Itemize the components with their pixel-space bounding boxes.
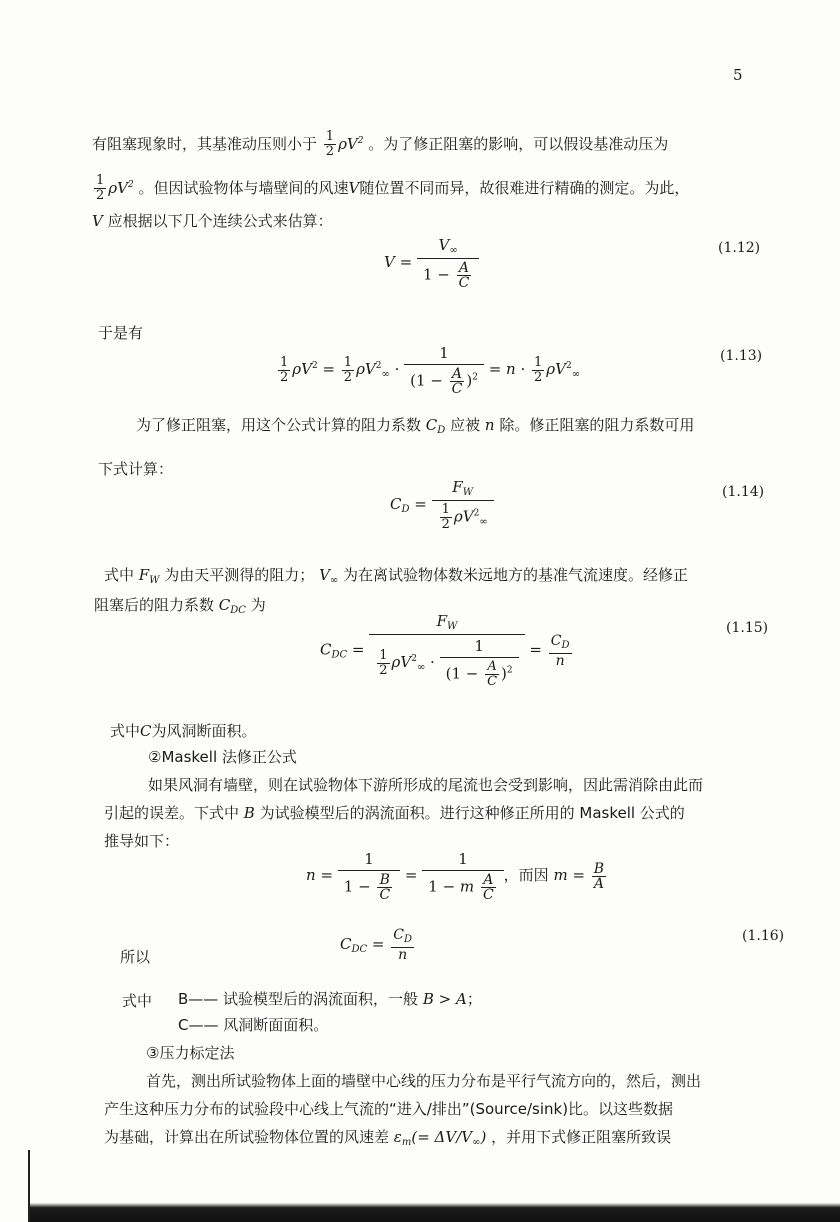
paragraph-line: [94, 594, 266, 622]
math-n: n: [484, 416, 495, 434]
math-rhoV2: $\rho V^2$: [338, 135, 364, 153]
text-span: 为由天平测得的阻力；: [164, 566, 315, 584]
text-span: 有阻塞现象时，其基准动压则小于: [92, 135, 318, 153]
paragraph-line: [104, 1126, 671, 1154]
paragraph-line: [92, 174, 689, 203]
where-item-B: B—— 试验模型后的涡流面积，一般 B > A；: [178, 990, 482, 1008]
text-span: 式中: [110, 722, 141, 740]
math-Vinf: $V_\infty$: [319, 566, 339, 586]
equation-number: (1.13): [720, 348, 763, 364]
paragraph-line: [136, 414, 694, 442]
equation-number: (1.12): [718, 240, 761, 256]
text-span: 为了修正阻塞，用这个公式计算的阻力系数: [136, 416, 422, 434]
equation-1-14: $C_D$ = $F_W$ $\frac{1}{2}$ $\rho V^2_\infty$: [390, 478, 494, 532]
math-CDC: $C_{DC}$: [218, 596, 246, 616]
fraction-half: $\frac{1}{2}$: [96, 173, 105, 203]
equation-number: (1.15): [726, 620, 769, 636]
math-FW: $F_W$: [138, 566, 160, 586]
fraction-half: $\frac{1}{2}$: [325, 129, 335, 159]
paragraph-line: [104, 564, 688, 592]
paragraph-line: 推导如下：: [104, 832, 180, 850]
paragraph-line: [104, 802, 685, 824]
paragraph-line: [92, 130, 668, 159]
math-B-gt-A: B > A: [422, 990, 467, 1008]
text-span: 式中: [104, 566, 135, 584]
math-B: B: [243, 804, 255, 822]
equation-number: (1.16): [742, 928, 785, 944]
equation-1-12: V = $V_\infty$ 1 − $\frac{A}{C}$: [384, 236, 479, 290]
paragraph-line: 于是有: [98, 324, 144, 342]
where-item-C: C—— 风洞断面面积。: [178, 1016, 329, 1034]
math-V: V: [348, 179, 360, 197]
section-heading: ②Maskell 法修正公式: [148, 748, 297, 766]
text-span: 。但因试验物体与墙壁间的风速: [138, 179, 349, 197]
text-span: ，而因: [503, 866, 549, 884]
text-span: 为试验模型后的涡流面积。进行这种修正所用的 Maskell 公式的: [259, 804, 685, 822]
equation-number: (1.14): [722, 484, 765, 500]
paragraph-line: [110, 720, 257, 742]
text-span: 引起的误差。下式中: [104, 804, 240, 822]
equation-n: n = 1 1 − $\frac{B}{C}$ = 1 1 − m $\frac{A}{C}$ ，而因 m = $\frac{B}{A}$: [306, 850, 605, 903]
paragraph-line: 下式计算：: [98, 460, 174, 478]
text-span: 为风洞断面积。: [151, 722, 257, 740]
section-heading: ③压力标定法: [146, 1044, 235, 1062]
paragraph-line: 产生这种压力分布的试验段中心线上气流的“进入/排出”(Source/sink)比。以这些数据: [104, 1100, 674, 1118]
equation-1-13: $\frac{1}{2}$ $\rho V^2$ = $\frac{1}{2}$ $\rho V^2_\infty$ · 1 (1 − $\frac{A}{C}$ )$^2$ = n · $\frac{1}{2}$ $\rho V^2_\infty$: [280, 344, 581, 397]
text-span: 阻塞后的阻力系数: [94, 596, 215, 614]
text-span: 为基础，计算出在所试验物体位置的风速差: [104, 1128, 390, 1146]
math-C: C: [140, 722, 152, 740]
text-span: B—— 试验模型后的涡流面积，一般: [178, 990, 419, 1008]
paragraph-line: [92, 210, 333, 232]
scan-edge-bottom: [30, 1190, 840, 1222]
math-epsilon: $\varepsilon_m(= \Delta V/V_\infty)$: [393, 1128, 487, 1148]
text-span: ，并用下式修正阻塞所致误: [491, 1128, 672, 1146]
text-span: 为在离试验物体数米远地方的基准气流速度。经修正: [343, 566, 689, 584]
text-span: 。为了修正阻塞的影响，可以假设基准动压为: [368, 135, 669, 153]
text-span: 随位置不同而异，故很难进行精确的测定。为此，: [359, 179, 690, 197]
text-span: 除。修正阻塞的阻力系数可用: [499, 416, 695, 434]
math-CD: $C_D$: [425, 416, 446, 436]
page-number: 5: [733, 66, 743, 84]
paragraph-line: 所以: [120, 948, 151, 966]
equation-1-15: $C_{DC}$ = $F_W$ $\frac{1}{2}$ $\rho V^2_\infty$ · 1 (1 − $\frac{A}{C}$ )$^2$ = $\frac{C_D}{n}$: [320, 612, 570, 689]
text-span: 应根据以下几个连续公式来估算：: [107, 212, 333, 230]
text-span: 应被: [450, 416, 481, 434]
paragraph-line: 如果风洞有墙壁，则在试验物体下游所形成的尾流也会受到影响，因此需消除由此而: [148, 776, 704, 794]
text-span: 为: [250, 596, 266, 614]
equation-1-16: $C_{DC}$ = $\frac{C_D}{n}$: [340, 927, 413, 963]
paragraph-line: 首先，测出所试验物体上面的墙壁中心线的压力分布是平行气流方向的，然后，测出: [146, 1072, 702, 1090]
where-label: 式中: [122, 992, 153, 1010]
math-rhoV2: $\rho V^2$: [108, 179, 134, 197]
math-V: V: [92, 212, 103, 230]
